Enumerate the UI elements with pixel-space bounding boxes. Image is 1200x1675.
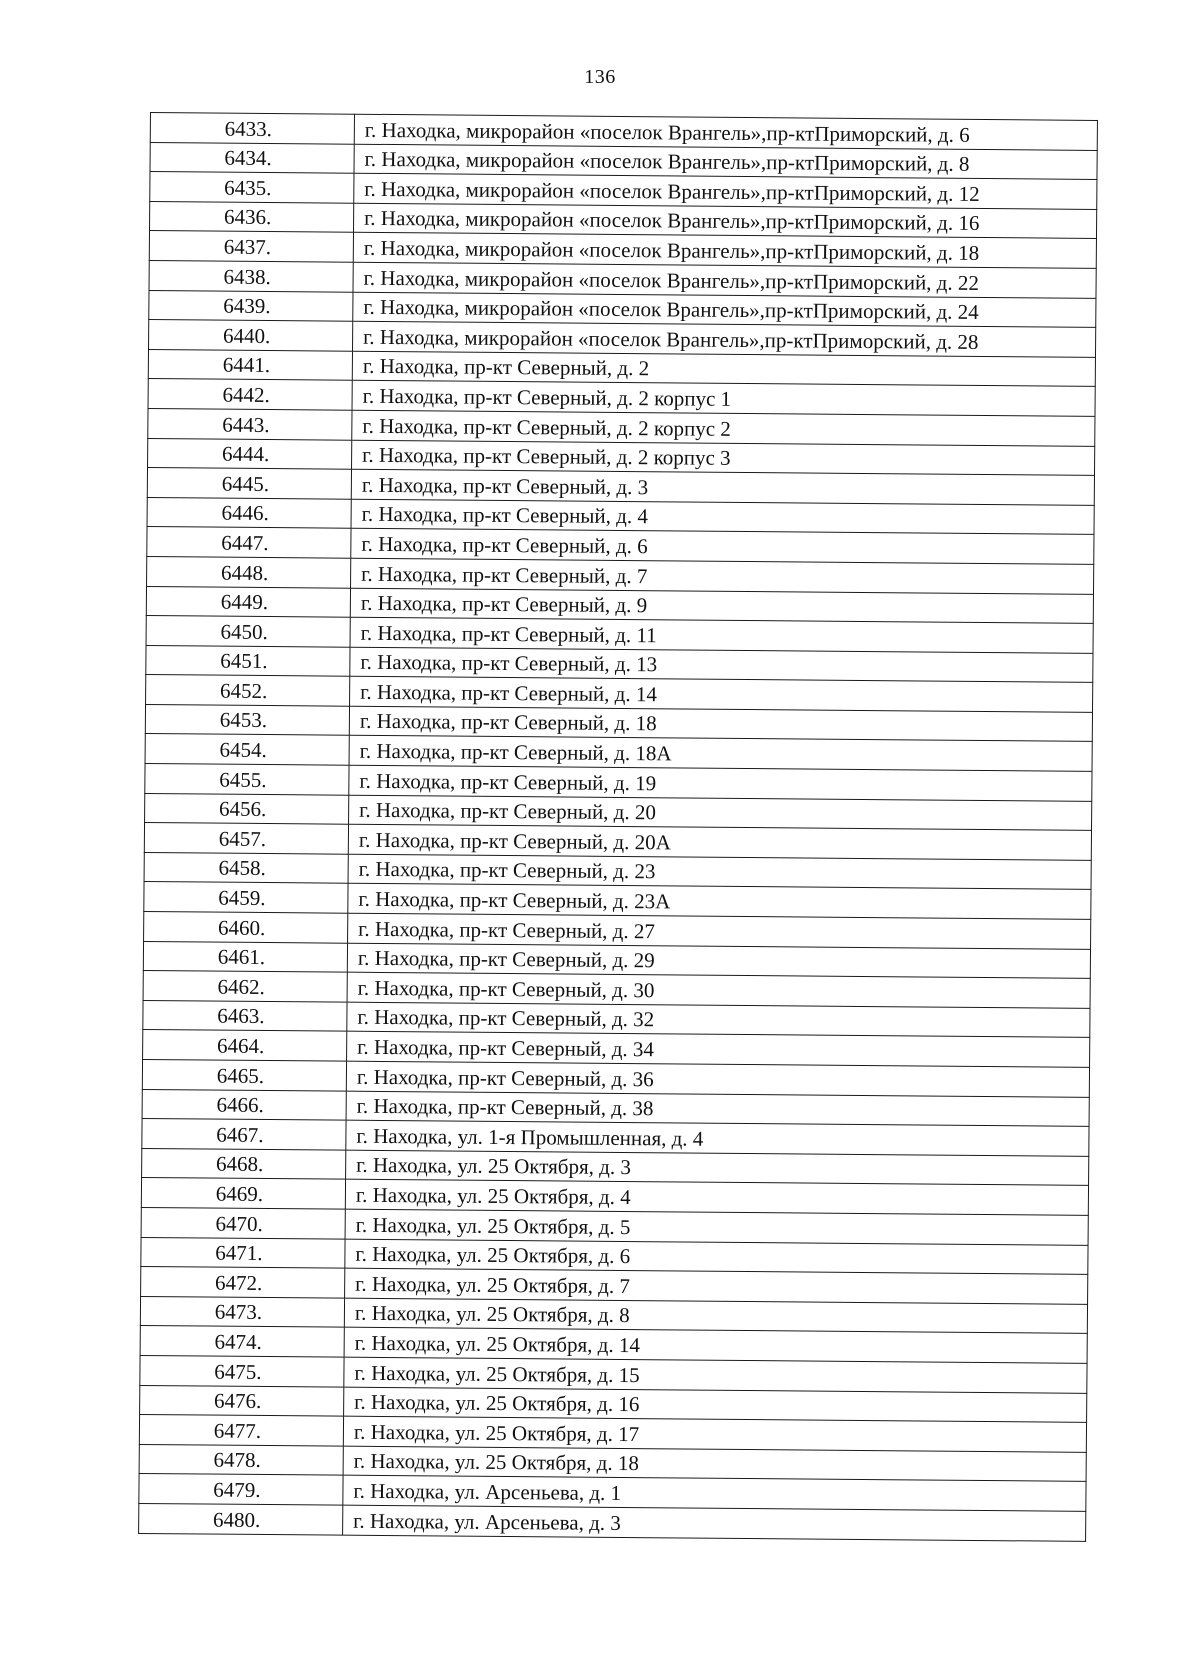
row-address: г. Находка, ул. Арсеньева, д. 3 (343, 1505, 1086, 1541)
row-address: г. Находка, микрорайон «поселок Врангель»,пр-ктПриморский, д. 6 (354, 114, 1097, 150)
row-address: г. Находка, пр-кт Северный, д. 34 (347, 1032, 1090, 1068)
row-number: 6439. (149, 290, 353, 321)
row-address: г. Находка, ул. 25 Октября, д. 7 (345, 1268, 1088, 1304)
row-number: 6443. (148, 408, 352, 439)
row-address: г. Находка, пр-кт Северный, д. 2 корпус 2 (352, 410, 1095, 446)
row-number: 6471. (141, 1237, 345, 1268)
row-number: 6446. (147, 497, 351, 528)
row-number: 6472. (141, 1267, 345, 1298)
row-number: 6454. (145, 734, 349, 765)
row-number: 6467. (142, 1119, 346, 1150)
row-address: г. Находка, микрорайон «поселок Врангель»,пр-ктПриморский, д. 22 (353, 262, 1096, 298)
row-address: г. Находка, микрорайон «поселок Врангель»,пр-ктПриморский, д. 18 (353, 233, 1096, 269)
row-number: 6436. (150, 201, 354, 232)
row-address: г. Находка, пр-кт Северный, д. 32 (347, 1002, 1090, 1038)
row-address: г. Находка, микрорайон «поселок Врангель»,пр-ктПриморский, д. 24 (353, 292, 1096, 328)
row-number: 6476. (140, 1385, 344, 1416)
row-address: г. Находка, пр-кт Северный, д. 2 корпус 1 (352, 381, 1095, 417)
row-number: 6449. (146, 586, 350, 617)
address-table (138, 112, 1098, 1541)
row-number: 6448. (147, 556, 351, 587)
row-number: 6466. (142, 1089, 346, 1120)
row-number: 6437. (149, 231, 353, 262)
row-number: 6479. (139, 1474, 343, 1505)
row-address: г. Находка, микрорайон «поселок Врангель»,пр-ктПриморский, д. 12 (354, 173, 1097, 209)
row-address: г. Находка, ул. 25 Октября, д. 15 (344, 1357, 1087, 1393)
row-address: г. Находка, пр-кт Северный, д. 4 (351, 499, 1094, 535)
address-table-body (139, 113, 1098, 1541)
row-number: 6455. (145, 764, 349, 795)
row-number: 6441. (148, 349, 352, 380)
row-address: г. Находка, пр-кт Северный, д. 20А (348, 824, 1091, 860)
row-address: г. Находка, пр-кт Северный, д. 6 (351, 529, 1094, 565)
row-address: г. Находка, ул. 25 Октября, д. 14 (344, 1328, 1087, 1364)
row-number: 6456. (145, 793, 349, 824)
row-number: 6442. (148, 379, 352, 410)
row-address: г. Находка, микрорайон «поселок Врангель»,пр-ктПриморский, д. 8 (354, 144, 1097, 180)
row-address: г. Находка, ул. 25 Октября, д. 16 (344, 1387, 1087, 1423)
row-number: 6458. (144, 852, 348, 883)
row-number: 6444. (148, 438, 352, 469)
row-address: г. Находка, микрорайон «поселок Врангель»,пр-ктПриморский, д. 16 (353, 203, 1096, 239)
row-address: г. Находка, пр-кт Северный, д. 13 (350, 647, 1093, 683)
row-address: г. Находка, пр-кт Северный, д. 36 (346, 1061, 1089, 1097)
row-address: г. Находка, ул. Арсеньева, д. 1 (343, 1475, 1086, 1511)
row-number: 6445. (147, 468, 351, 499)
row-number: 6478. (139, 1444, 343, 1475)
row-number: 6463. (143, 1000, 347, 1031)
row-number: 6459. (144, 882, 348, 913)
row-address: г. Находка, пр-кт Северный, д. 3 (351, 469, 1094, 505)
row-address: г. Находка, ул. 25 Октября, д. 17 (343, 1416, 1086, 1452)
row-number: 6435. (150, 172, 354, 203)
row-address: г. Находка, пр-кт Северный, д. 19 (349, 765, 1092, 801)
row-address: г. Находка, пр-кт Северный, д. 30 (347, 972, 1090, 1008)
row-number: 6438. (149, 260, 353, 291)
row-number: 6468. (142, 1148, 346, 1179)
row-address: г. Находка, пр-кт Северный, д. 23 (348, 854, 1091, 890)
row-number: 6461. (143, 941, 347, 972)
row-address: г. Находка, ул. 1-я Промышленная, д. 4 (346, 1120, 1089, 1156)
row-address: г. Находка, ул. 25 Октября, д. 18 (343, 1446, 1086, 1482)
row-number: 6474. (140, 1326, 344, 1357)
row-number: 6480. (139, 1503, 343, 1534)
row-address: г. Находка, ул. 25 Октября, д. 8 (344, 1298, 1087, 1334)
row-address: г. Находка, ул. 25 Октября, д. 5 (345, 1209, 1088, 1245)
row-number: 6470. (141, 1207, 345, 1238)
row-number: 6460. (144, 912, 348, 943)
row-address: г. Находка, пр-кт Северный, д. 29 (347, 943, 1090, 979)
row-number: 6464. (143, 1030, 347, 1061)
row-number: 6475. (140, 1355, 344, 1386)
row-address: г. Находка, пр-кт Северный, д. 18А (349, 736, 1092, 772)
row-address: г. Находка, микрорайон «поселок Врангель»,пр-ктПриморский, д. 28 (353, 321, 1096, 357)
row-address: г. Находка, пр-кт Северный, д. 14 (350, 676, 1093, 712)
row-address: г. Находка, ул. 25 Октября, д. 6 (345, 1239, 1088, 1275)
row-number: 6473. (140, 1296, 344, 1327)
row-address: г. Находка, ул. 25 Октября, д. 3 (346, 1150, 1089, 1186)
row-address: г. Находка, ул. 25 Октября, д. 4 (345, 1180, 1088, 1216)
row-address: г. Находка, пр-кт Северный, д. 38 (346, 1091, 1089, 1127)
row-address: г. Находка, пр-кт Северный, д. 18 (349, 706, 1092, 742)
row-address: г. Находка, пр-кт Северный, д. 23А (348, 884, 1091, 920)
row-number: 6477. (139, 1415, 343, 1446)
row-number: 6451. (146, 645, 350, 676)
row-number: 6462. (143, 971, 347, 1002)
row-number: 6440. (149, 320, 353, 351)
row-number: 6453. (145, 704, 349, 735)
row-address: г. Находка, пр-кт Северный, д. 2 (352, 351, 1095, 387)
row-number: 6434. (150, 142, 354, 173)
row-address: г. Находка, пр-кт Северный, д. 9 (350, 588, 1093, 624)
row-number: 6447. (147, 527, 351, 558)
row-number: 6452. (146, 675, 350, 706)
row-address: г. Находка, пр-кт Северный, д. 20 (349, 795, 1092, 831)
row-address: г. Находка, пр-кт Северный, д. 11 (350, 617, 1093, 653)
row-number: 6450. (146, 616, 350, 647)
page-number: 136 (584, 66, 616, 88)
row-number: 6465. (142, 1059, 346, 1090)
row-number: 6433. (150, 113, 354, 144)
row-address: г. Находка, пр-кт Северный, д. 7 (351, 558, 1094, 594)
row-address: г. Находка, пр-кт Северный, д. 2 корпус 3 (352, 440, 1095, 476)
row-address: г. Находка, пр-кт Северный, д. 27 (348, 913, 1091, 949)
row-number: 6457. (144, 823, 348, 854)
row-number: 6469. (141, 1178, 345, 1209)
